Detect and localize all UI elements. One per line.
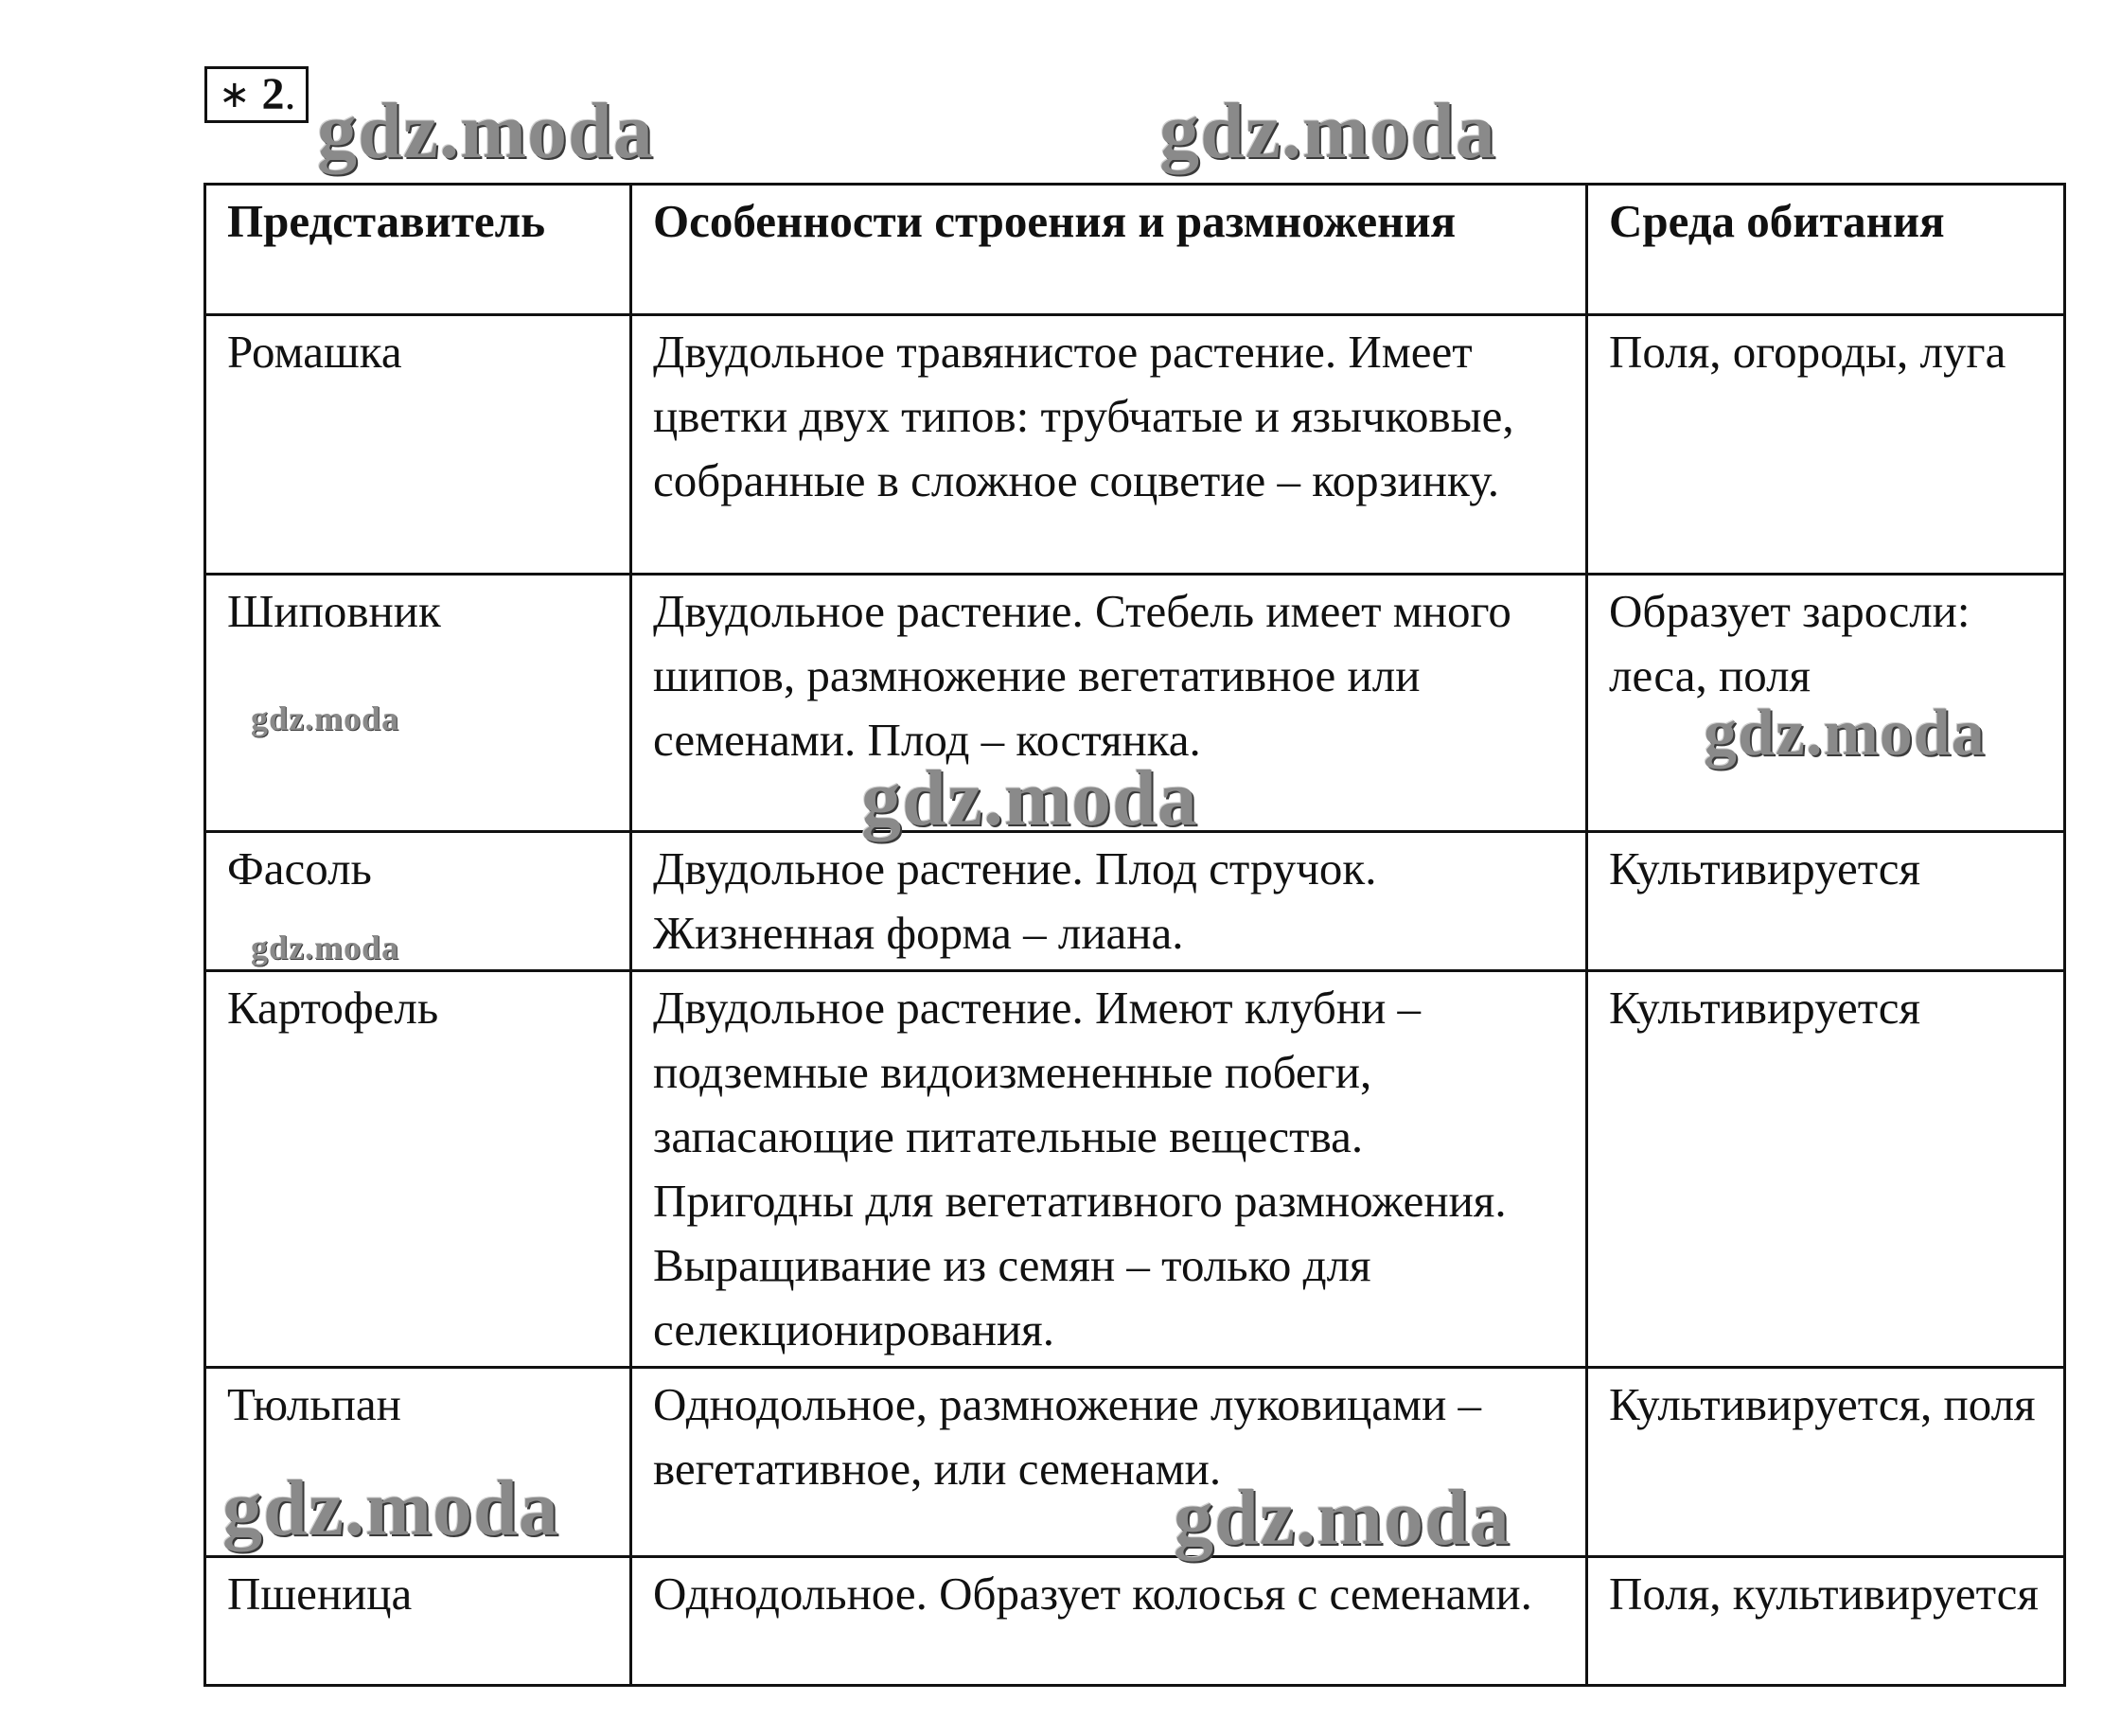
- cell-features: Двудольное растение. Стебель имеет много шипов, размножение вегетативное или семенами. Плод – костянка.: [631, 575, 1587, 832]
- table-row: [205, 971, 2065, 1368]
- watermark: gdz.moda: [317, 87, 654, 175]
- cell-features: Двудольное травянистое растение. Имеет цветки двух типов: трубчатые и язычковые, собранные в сложное соцветие – корзинку.: [631, 315, 1587, 575]
- cell-name: Шиповник: [205, 575, 631, 832]
- watermark: gdz.moda: [222, 1464, 559, 1552]
- watermark: gdz.moda: [1704, 697, 1986, 770]
- task-number-dot: .: [284, 69, 296, 119]
- table-row: [205, 315, 2065, 575]
- cell-features: Однодольное. Образует колосья с семенами.: [631, 1557, 1587, 1686]
- cell-habitat: Культивируется: [1587, 832, 2065, 971]
- task-number: 2: [261, 69, 285, 119]
- cell-name: Фасоль: [205, 832, 631, 971]
- header-representative: Представитель: [205, 185, 631, 315]
- table-row: [205, 1368, 2065, 1557]
- cell-features: Двудольное растение. Имеют клубни – подземные видоизмененные побеги, запасающие питательные вещества. Пригодны для вегетативного размножения. Выращивание из семян – только для селекционирования.: [631, 971, 1587, 1368]
- watermark: gdz.moda: [251, 700, 400, 737]
- cell-name: Картофель: [205, 971, 631, 1368]
- table-row: [205, 832, 2065, 971]
- watermark: gdz.moda: [861, 754, 1198, 842]
- cell-name: Ромашка: [205, 315, 631, 575]
- table-row: [205, 575, 2065, 832]
- watermark: gdz.moda: [1159, 87, 1496, 175]
- cell-habitat: Поля, культивируется: [1587, 1557, 2065, 1686]
- plants-table: [203, 183, 2066, 1687]
- cell-habitat: Культивируется, поля: [1587, 1368, 2065, 1557]
- table-header-row: [205, 185, 2065, 315]
- cell-habitat: Образует заросли: леса, поля: [1587, 575, 2065, 832]
- header-habitat: Среда обитания: [1587, 185, 2065, 315]
- watermark: gdz.moda: [1174, 1474, 1511, 1562]
- cell-habitat: Культивируется: [1587, 971, 2065, 1368]
- task-number-box: [204, 66, 309, 123]
- cell-habitat: Поля, огороды, луга: [1587, 315, 2065, 575]
- cell-name: Пшеница: [205, 1557, 631, 1686]
- header-features: Особенности строения и размножения: [631, 185, 1587, 315]
- asterisk-icon: ∗: [219, 73, 251, 115]
- table-row: [205, 1557, 2065, 1686]
- watermark: gdz.moda: [251, 929, 400, 966]
- cell-features: Двудольное растение. Плод стручок. Жизненная форма – лиана.: [631, 832, 1587, 971]
- cell-name: Тюльпан: [205, 1368, 631, 1557]
- cell-features: Однодольное, размножение луковицами – вегетативное, или семенами.: [631, 1368, 1587, 1557]
